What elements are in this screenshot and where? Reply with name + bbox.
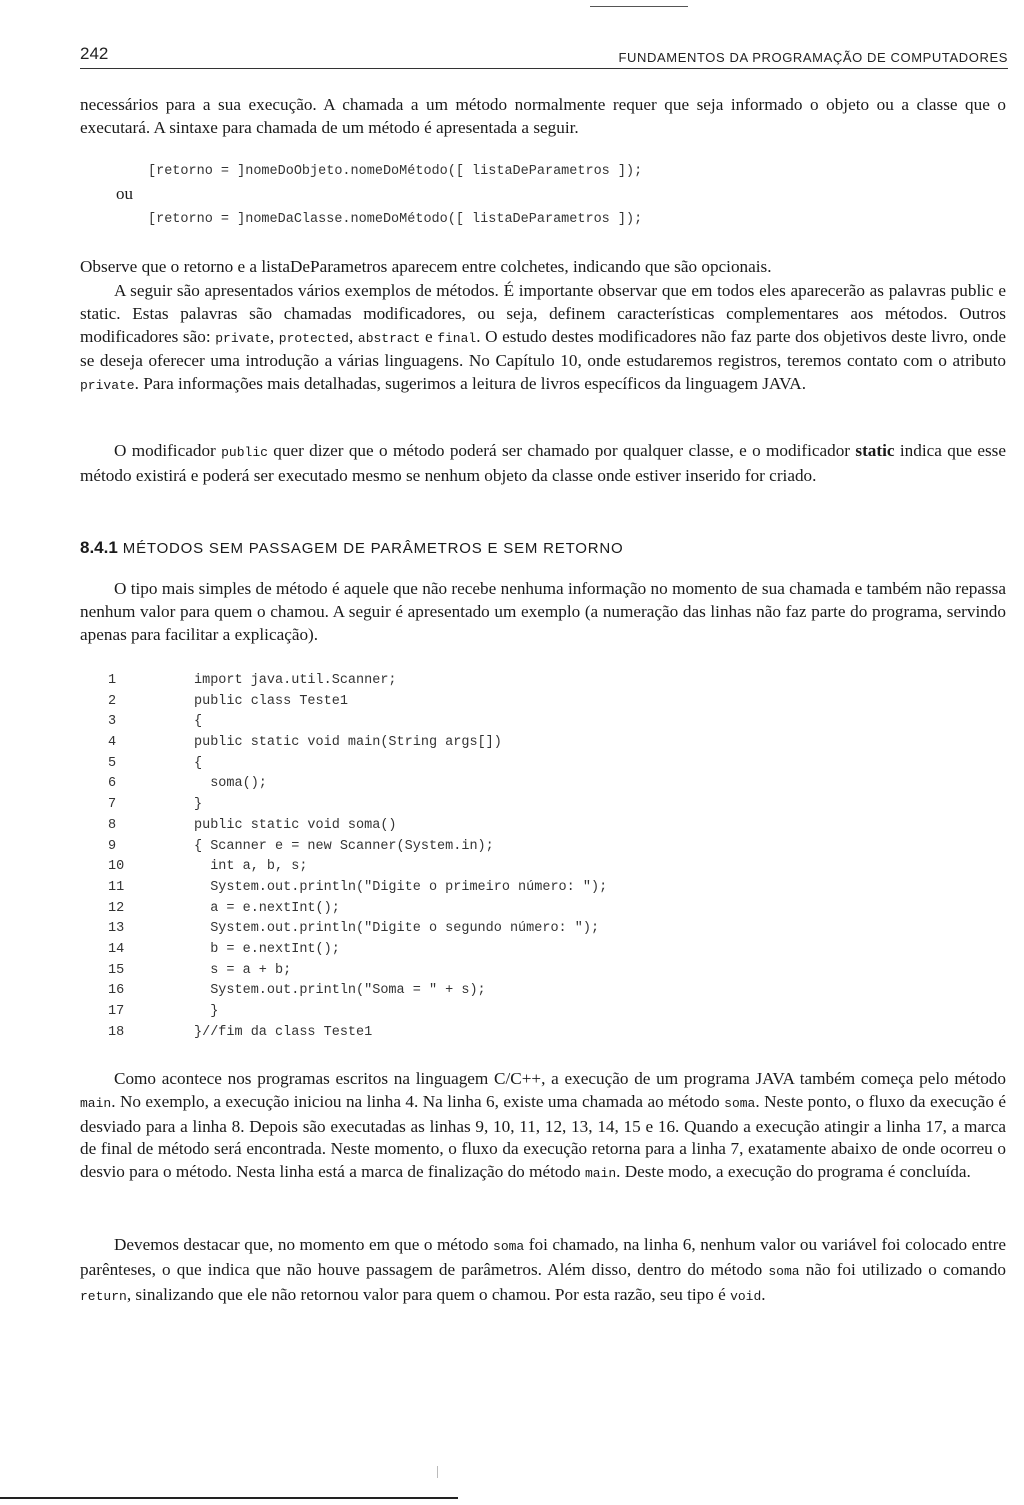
page-number: 242 [80, 44, 109, 63]
code-line [108, 756, 788, 777]
code-line [108, 880, 788, 901]
code-final: final [437, 330, 477, 346]
code-line-number: 9 [108, 838, 117, 854]
code-line-number: 1 [108, 673, 117, 688]
code-line-text: public class Teste1 [194, 693, 348, 709]
closing-paragraph: Devemos destacar que, no momento em que o método soma foi chamado, na linha 6, nenhum valor ou variável foi colocado entre parênteses, o que indica que não houve passagem de parâmetros. Além disso, dentro do método soma não foi utilizado o comando return, sinalizando que ele não retornou valor para quem o chamou. Por esta razão, seu tipo é void. [80, 1235, 1006, 1304]
scan-speck [437, 1466, 438, 1478]
scan-bottom-rule [0, 1497, 458, 1499]
page-header [80, 40, 1008, 69]
code-line-text: System.out.println("Digite o primeiro número: "); [194, 879, 608, 895]
code-line-text: int a, b, s; [194, 859, 308, 875]
code-listing [108, 673, 788, 1045]
code-line [108, 735, 788, 756]
code-line [108, 963, 788, 984]
code-line-number: 18 [108, 1024, 125, 1040]
code-line [108, 776, 788, 797]
code-line [108, 694, 788, 715]
code-line-number: 6 [108, 776, 117, 792]
section-title: MÉTODOS SEM PASSAGEM DE PARÂMETROS E SEM RETORNO [122, 540, 624, 557]
code-line-number: 3 [108, 714, 117, 730]
code-line-text: } [194, 797, 203, 813]
code-line-text: System.out.println("Soma = " + s); [194, 983, 486, 999]
explanation-paragraph: Como acontece nos programas escritos na linguagem C/C++, a execução de um programa JAVA também começa pelo método main. No exemplo, a execução iniciou na linha 4. Na linha 6, existe uma chamada ao método soma. Neste ponto, o fluxo da execução é desviado para a linha 8. Depois são executadas as linhas 9, 10, 11, 12, 13, 14, 15 e 16. Quando a execução atingir a linha 17, a marca de final de método será encontrada. Neste momento, o fluxo da execução retorna para a linha 7, exatamente abaixo de onde ocorreu o desvio para o método. Nesta linha está a marca de finalização do método main. Deste modo, a execução do programa é concluída. [80, 1069, 1006, 1182]
code-line-text: { Scanner e = new Scanner(System.in); [194, 838, 494, 854]
code-line [108, 901, 788, 922]
code-line-number: 4 [108, 735, 117, 751]
code-line-number: 17 [108, 1004, 125, 1019]
code-line-number: 12 [108, 900, 125, 916]
section-number: 8.4.1 [80, 538, 118, 557]
code-return: return [80, 1288, 127, 1304]
code-private: private [215, 330, 270, 346]
code-private-attr: private [80, 378, 135, 394]
code-line-text: { [194, 755, 203, 771]
code-line [108, 714, 788, 735]
code-line [108, 839, 788, 860]
running-head: FUNDAMENTOS DA PROGRAMAÇÃO DE COMPUTADORES [618, 50, 1008, 65]
bold-static: static [855, 441, 895, 460]
code-line-text: { [194, 714, 203, 730]
section-intro-paragraph: O tipo mais simples de método é aquele que não recebe nenhuma informação no momento de sua chamada e também não repassa nenhum valor para quem o chamou. A seguir é apresentado um exemplo (a numeração das linhas não faz parte do programa, servindo apenas para facilitar a explicação). [80, 579, 1006, 644]
syntax-object-call: [retorno = ]nomeDoObjeto.nomeDoMétodo([ listaDeParametros ]); [148, 164, 643, 179]
code-line-text: import java.util.Scanner; [194, 673, 397, 688]
code-public: public [221, 445, 268, 460]
code-line [108, 797, 788, 818]
code-line [108, 1025, 788, 1046]
code-line-number: 14 [108, 941, 125, 957]
code-line-text: System.out.println("Digite o segundo número: "); [194, 921, 600, 937]
public-static-paragraph: O modificador public quer dizer que o método poderá ser chamado por qualquer classe, e o modificador static indica que esse método existirá e poderá ser executado mesmo se nenhum objeto da classe onde estiver inserido for criado. [80, 441, 1006, 485]
code-main: main [80, 1095, 112, 1111]
code-soma: soma [724, 1095, 756, 1111]
code-line [108, 942, 788, 963]
code-line-number: 16 [108, 983, 125, 999]
code-line-text: soma(); [194, 776, 267, 792]
code-line [108, 1004, 788, 1025]
or-word: ou [116, 184, 133, 203]
code-line-number: 11 [108, 879, 125, 895]
code-soma-body: soma [768, 1263, 800, 1279]
code-line-number: 13 [108, 921, 125, 937]
code-line-text: b = e.nextInt(); [194, 941, 340, 957]
code-void: void [730, 1288, 762, 1304]
code-soma-call: soma [493, 1239, 525, 1254]
code-line-number: 8 [108, 817, 117, 833]
code-line-number: 10 [108, 859, 125, 875]
code-line-number: 2 [108, 693, 117, 709]
code-line-text: s = a + b; [194, 962, 292, 978]
code-line-text: a = e.nextInt(); [194, 900, 340, 916]
code-line-number: 5 [108, 755, 117, 771]
observe-paragraph: Observe que o retorno e a listaDeParametros aparecem entre colchetes, indicando que são opcionais. [80, 257, 772, 276]
code-line-text: }//fim da class Teste1 [194, 1024, 373, 1040]
code-protected: protected [278, 330, 349, 346]
code-line-number: 15 [108, 962, 125, 978]
scan-top-rule [590, 6, 688, 7]
code-line [108, 921, 788, 942]
syntax-class-call: [retorno = ]nomeDaClasse.nomeDoMétodo([ listaDeParametros ]); [148, 212, 643, 227]
code-main-end: main [584, 1166, 617, 1182]
section-heading [80, 538, 623, 558]
code-line-text: } [194, 1004, 219, 1019]
modifiers-paragraph: A seguir são apresentados vários exemplos de métodos. É importante observar que em todos eles aparecerão as palavras public e static. Estas palavras são chamadas modificadores, ou seja, definem características complementares aos métodos. Outros modificadores são: private, protected, abstract e final. O estudo destes modificadores não faz parte dos objetivos deste livro, onde se deseja oferecer uma introdução a várias linguagens. No Capítulo 10, onde estudaremos registros, teremos contato com o atributo private. Para informações mais detalhadas, sugerimos a leitura de livros específicos da linguagem JAVA. [80, 281, 1006, 394]
code-abstract: abstract [357, 330, 421, 346]
code-line [108, 983, 788, 1004]
code-line [108, 673, 788, 694]
code-line-text: public static void soma() [194, 817, 397, 833]
intro-paragraph: necessários para a sua execução. A chamada a um método normalmente requer que seja informado o objeto ou a classe que o executará. A sintaxe para chamada de um método é apresentada a seguir. [80, 95, 1006, 137]
code-line [108, 818, 788, 839]
code-line [108, 859, 788, 880]
code-line-number: 7 [108, 797, 117, 813]
code-line-text: public static void main(String args[]) [194, 735, 502, 751]
